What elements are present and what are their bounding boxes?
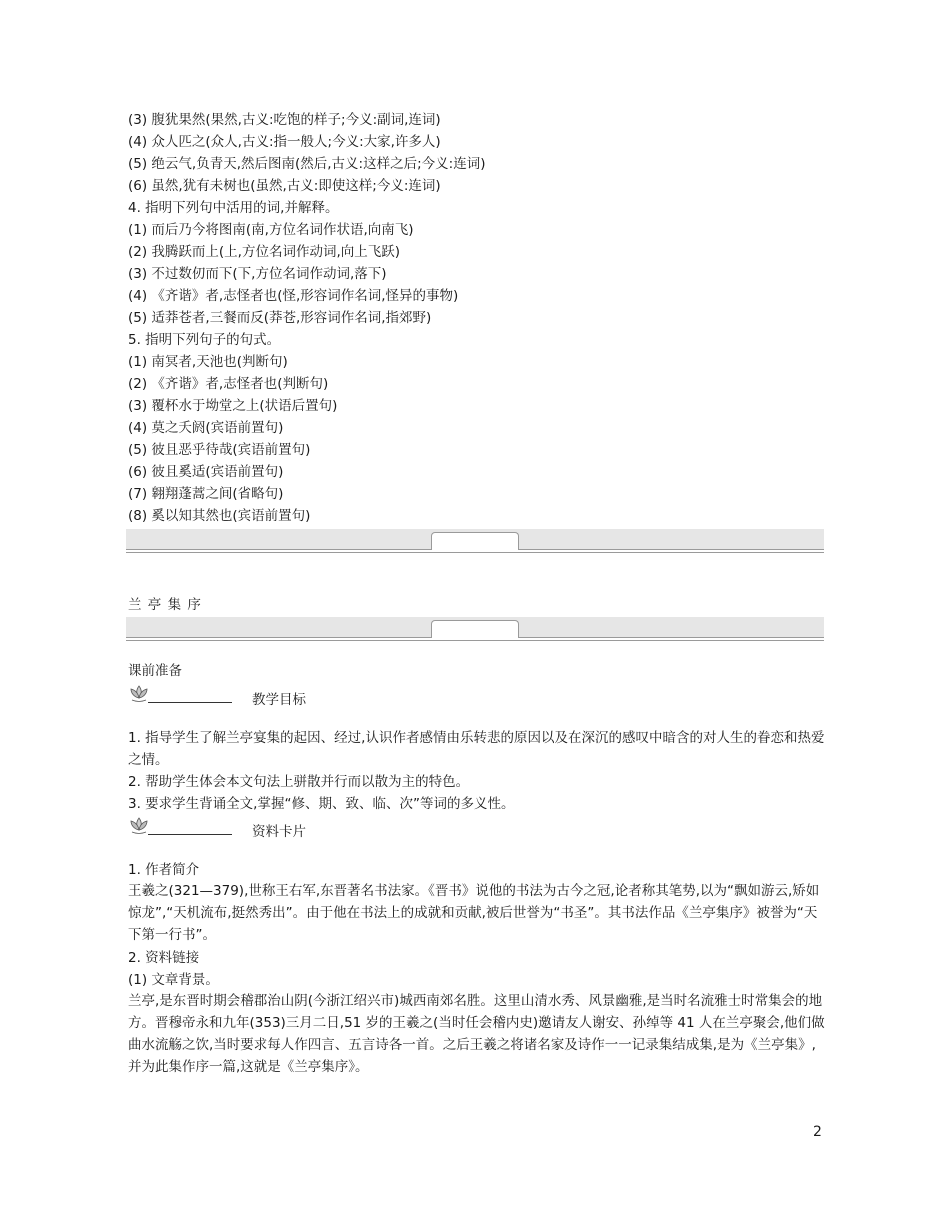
text-line: (4) 《齐谐》者,志怪者也(怪,形容词作名词,怪异的事物) <box>128 288 459 304</box>
lesson-title: 兰 亭 集 序 <box>128 597 202 613</box>
text-line: (6) 虽然,犹有未树也(虽然,古义:即使这样;今义:连词) <box>128 178 441 194</box>
link-heading: 2. 资料链接 <box>128 950 200 966</box>
text-line: (6) 彼且奚适(宾语前置句) <box>128 464 284 480</box>
text-line: (8) 奚以知其然也(宾语前置句) <box>128 508 311 524</box>
text-line: (1) 南冥者,天池也(判断句) <box>128 354 288 370</box>
text-line: (5) 绝云气,负青天,然后图南(然后,古义:这样之后;今义:连词) <box>128 156 486 172</box>
divider-tab <box>431 532 519 550</box>
question-heading: 4. 指明下列句中活用的词,并解释。 <box>128 200 339 216</box>
heading-underline <box>148 834 232 835</box>
text-line: (4) 莫之夭阏(宾语前置句) <box>128 420 284 436</box>
text-line: (3) 覆杯水于坳堂之上(状语后置句) <box>128 398 338 414</box>
goal-item: 2. 帮助学生体会本文句法上骈散并行而以散为主的特色。 <box>128 774 470 790</box>
text-line: (7) 翱翔蓬蒿之间(省略句) <box>128 486 284 502</box>
lotus-icon <box>128 816 150 836</box>
text-line: (2) 《齐谐》者,志怪者也(判断句) <box>128 376 329 392</box>
card-heading: 资料卡片 <box>252 824 306 840</box>
section-divider <box>126 617 824 638</box>
goals-heading: 教学目标 <box>252 692 306 708</box>
goal-item: 1. 指导学生了解兰亭宴集的起因、经过,认识作者感情由乐转悲的原因以及在深沉的感叹中暗含的对人生的眷恋和热爱之情。 <box>128 730 825 768</box>
divider-tab <box>431 620 519 638</box>
heading-underline <box>148 702 232 703</box>
question-heading: 5. 指明下列句子的句式。 <box>128 332 281 348</box>
lotus-icon <box>128 684 150 704</box>
text-line: (5) 适莽苍者,三餐而反(莽苍,形容词作名词,指郊野) <box>128 310 432 326</box>
text-line: (3) 腹犹果然(果然,古义:吃饱的样子;今义:副词,连词) <box>128 112 441 128</box>
page-number: 2 <box>813 1124 822 1140</box>
text-line: (4) 众人匹之(众人,古义:指一般人;今义:大家,许多人) <box>128 134 441 150</box>
goal-item: 3. 要求学生背诵全文,掌握“修、期、致、临、次”等词的多义性。 <box>128 796 515 812</box>
section-divider <box>126 529 824 550</box>
text-line: (2) 我腾跃而上(上,方位名词作动词,向上飞跃) <box>128 244 401 260</box>
text-line: (3) 不过数仞而下(下,方位名词作动词,落下) <box>128 266 387 282</box>
text-line: (5) 彼且恶乎待哉(宾语前置句) <box>128 442 311 458</box>
text-line: (1) 而后乃今将图南(南,方位名词作状语,向南飞) <box>128 222 414 238</box>
background-text: 兰亭,是东晋时期会稽郡治山阴(今浙江绍兴市)城西南郊名胜。这里山清水秀、风景幽雅,是当时名流雅士时常集会的地方。晋穆帝永和九年(353)三月二日,51 岁的王羲之(当时任会稽内史)邀请友人谢安、孙绰等 41 人在兰亭聚会,他们做曲水流觞之饮,当时要求每人作四言、五言诗各一首。之后王羲之将诸名家及诗作一一记录集结成集,是为《兰亭集》,并为此集作序一篇,这就是《兰亭集序》。 <box>128 993 825 1075</box>
prep-heading: 课前准备 <box>128 663 182 679</box>
author-text: 王羲之(321—379),世称王右军,东晋著名书法家。《晋书》说他的书法为古今之冠,论者称其笔势,以为“飘如游云,矫如惊龙”,“天机流布,挺然秀出”。由于他在书法上的成就和贡献,被后世誉为“书圣”。其书法作品《兰亭集序》被誉为“天下第一行书”。 <box>128 883 820 943</box>
background-heading: (1) 文章背景。 <box>128 972 219 988</box>
author-heading: 1. 作者简介 <box>128 862 200 878</box>
